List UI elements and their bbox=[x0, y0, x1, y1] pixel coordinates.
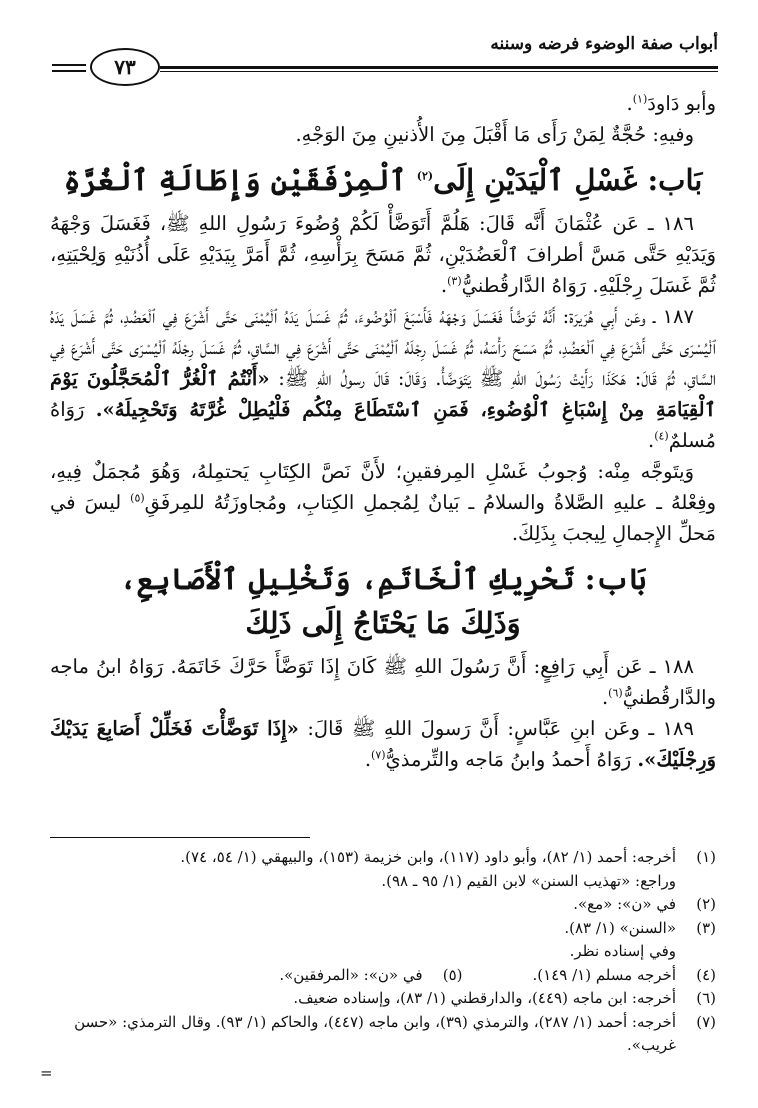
header-rule bbox=[160, 66, 718, 69]
footnote bbox=[36, 893, 716, 917]
footnote-ref: (٦) bbox=[608, 686, 623, 700]
footnote-continuation bbox=[36, 940, 716, 964]
footnote-number: (١) bbox=[696, 848, 716, 866]
footnote-ref: (١) bbox=[632, 92, 648, 106]
heading-text: بَاب: غَسْلِ ٱلْيَدَيْنِ إِلَى bbox=[433, 163, 703, 197]
page-header bbox=[52, 30, 718, 86]
heading-line: بَاب: تَحْرِيكِ ٱلْخَاتَمِ، وَتَخْلِيلِ ٱلْأَصَابِعِ، bbox=[119, 562, 647, 596]
prophetic-quote: «أَنْتُمُ ٱلْغُرُّ ٱلْمُحَجَّلُونَ يَوْمَ ٱلْقِيَامَةِ مِنْ إِسْبَاغِ ٱلْوُضُوءِ، فَمَنِ ٱسْتَطَاعَ مِنْكُم فَلْيُطِلْ غُرَّتَهُ وَتَحْجِيلَهُ». bbox=[50, 367, 717, 421]
footnote-number-spacer bbox=[676, 940, 716, 964]
footnote-ref: (٢) bbox=[416, 169, 434, 183]
hadith-186: ١٨٦ ـ عَن عُثْمَانَ أَنَّه قَالَ: هَلُمَّ أَتَوَضَّأْ لَكُمْ وُضُوءَ رَسُولِ اللهِ ﷺ، فَغَسَلَ وَجْهَهُ وَيَدَيْهِ حَتَّى مَسَّ أطرافَ ٱلْعَضُدَيْنِ، ثُمَّ مَسَحَ بِرَأْسِهِ، ثُمَّ أَمَرَّ بِيَدَيْهِ عَلَى أُذُنَيْهِ وَلِحْيَتِهِ، ثُمَّ غَسَلَ رِجْلَيْهِ. رَوَاهُ الدَّارقُطنيُّ$^{(٣)}$. bbox=[50, 212, 716, 297]
footnote-number-spacer bbox=[676, 870, 716, 894]
heading-text: ٱلْمِرْفَقَيْنِ وَإِطَالَةِ ٱلْغُرَّةِ bbox=[63, 163, 407, 197]
footnote-number: (٢) bbox=[696, 895, 716, 913]
running-title: أبواب صفة الوضوء فرضه وسننه bbox=[490, 34, 718, 54]
header-rule-left bbox=[52, 64, 86, 66]
text-run: وأبو دَاودَ bbox=[647, 92, 716, 115]
footnote bbox=[36, 917, 716, 941]
header-rule-thin bbox=[160, 71, 718, 72]
footnotes bbox=[36, 846, 716, 1058]
heading-line: وَذَلِكَ مَا يَحْتَاجُ إِلَى ذَلِكَ bbox=[245, 606, 521, 640]
hadith-189: ١٨٩ ـ وعَن ابنِ عَبَّاسٍ: أَنَّ رَسولَ اللهِ ﷺ قَالَ: «إِذَا تَوَضَّأْتَ فَخَلِّلْ أَصَابِعَ يَدَيْكَ وَرِجْلَيْكَ». رَوَاهُ أَحمدُ وابنُ مَاجه والتِّرمذيُّ$^{(٧)}$. bbox=[50, 717, 716, 771]
footnote-ref: (٧) bbox=[371, 748, 386, 762]
footnote-pair bbox=[36, 964, 716, 988]
footnote-text: أخرجه: أحمد (١/ ٨٢)، وأبو داود (١١٧)، وابن خزيمة (١٥٣)، والبيهقي (١/ ٥٤، ٧٤). bbox=[180, 848, 676, 866]
footnote-text: «السنن» (١/ ٨٣). bbox=[564, 918, 676, 937]
footnote-text: في «ن»: «مع». bbox=[573, 895, 676, 913]
footnote-separator bbox=[50, 837, 310, 838]
hadith-187: ١٨٧ ـ وعَن أَبِي هُرَيرَة: أَنَّهُ تَوَضَّأَ فَغَسَلَ وَجْهَهُ فَأَسْبَغَ ٱلْوُضُوءَ، ثُمَّ غَسَلَ يَدَهُ ٱلْيُمْنَى حَتَّى أَشْرَعَ فِي ٱلْعَضُدِ، ثُمَّ غَسَلَ يَدَهُ ٱلْيُسْرَى حَتَّى أَشْرَعَ فِي ٱلْعَضُدِ، ثُمَّ مَسَحَ رَأْسَهُ، ثُمَّ غَسَلَ رِجْلَهُ ٱلْيُمْنَى حَتَّى أَشْرَعَ فِي السَّاقِ، ثُمَّ غَسَلَ رِجْلَهُ ٱلْيُسْرَى حَتَّى أَشْرَعَ فِي السَّاقِ، ثُمَّ قَالَ: هَكَذَا رَأَيْتُ رَسُولَ اللهِ ﷺ يَتَوَضَّأُ. وَقَالَ: قَالَ رسولُ اللهِ ﷺ: «أَنْتُمُ ٱلْغُرُّ ٱلْمُحَجَّلُونَ يَوْمَ ٱلْقِيَامَةِ مِنْ إِسْبَاغِ ٱلْوُضُوءِ، فَمَنِ ٱسْتَطَاعَ مِنْكُم فَلْيُطِلْ غُرَّتَهُ وَتَحْجِيلَهُ». رَوَاهُ مُسلمٌ$^{(٤)}$. bbox=[50, 305, 717, 452]
footnote-text: وراجع: «تهذيب السنن» لابن القيم (١/ ٩٥ ـ ٩٨). bbox=[381, 871, 676, 890]
footnote-ref: (٥) bbox=[130, 491, 145, 505]
page-number: ٧٣ bbox=[90, 48, 160, 86]
header-rule-left-thin bbox=[52, 70, 86, 72]
chapter-heading bbox=[50, 158, 716, 202]
paragraph bbox=[50, 88, 716, 119]
footnote-text: وفي إسناده نظر. bbox=[569, 942, 676, 960]
footnote bbox=[36, 846, 716, 870]
footnote-ref: (٣) bbox=[447, 274, 462, 288]
text-run: ليسَ في مَحلِّ الإِجمالِ لِيجبَ بِذَلِكَ. bbox=[50, 491, 716, 545]
text-run: وَيتَوجَّه مِنْه: وُجوبُ غَسْلِ المِرفقينِ؛ لأَنَّ نَصَّ الكِتَابِ يَحتمِلهُ، وَهُوَ مُجمَلٌ فِيهِ، وفِعْلهُ ـ عليهِ الصَّلاةُ والسلامُ ـ بَيانٌ لِمُجملِ الكِتابِ، ومُجاوزَتُهُ للمِرفَقِ bbox=[50, 460, 716, 514]
text-run: ١٨٧ ـ وعَن أَبِي هُرَيرَة: أَنَّهُ تَوَضَّأَ فَغَسَلَ وَجْهَهُ فَأَسْبَغَ ٱلْوُضُوءَ، ثُمَّ غَسَلَ يَدَهُ ٱلْيُمْنَى حَتَّى أَشْرَعَ فِي ٱلْعَضُدِ، ثُمَّ غَسَلَ يَدَهُ ٱلْيُسْرَى حَتَّى أَشْرَعَ فِي ٱلْعَضُدِ، ثُمَّ مَسَحَ رَأْسَهُ، ثُمَّ غَسَلَ رِجْلَهُ ٱلْيُمْنَى حَتَّى أَشْرَعَ فِي السَّاقِ، ثُمَّ غَسَلَ رِجْلَهُ ٱلْيُسْرَى حَتَّى أَشْرَعَ فِي السَّاقِ، ثُمَّ قَالَ: هَكَذَا رَأَيْتُ رَسُولَ اللهِ ﷺ يَتَوَضَّأُ. وَقَالَ: قَالَ رسولُ اللهِ ﷺ: bbox=[50, 305, 717, 390]
footnote-continuation bbox=[36, 870, 716, 894]
commentary bbox=[50, 456, 716, 549]
footnote-ref: (٤) bbox=[654, 429, 669, 443]
footnote-number: (٧) bbox=[696, 1012, 716, 1031]
footnote bbox=[36, 1011, 716, 1058]
prophetic-quote: «إِذَا تَوَضَّأْتَ فَخَلِّلْ أَصَابِعَ يَدَيْكَ وَرِجْلَيْكَ». bbox=[50, 717, 716, 771]
footnote-number: (٤) bbox=[696, 965, 716, 984]
hadith-188: ١٨٨ ـ عَن أَبِي رَافِعٍ: أَنَّ رَسُولَ اللهِ ﷺ كَانَ إِذَا تَوَضَّأَ حَرَّكَ خَاتَمَهُ. رَوَاهُ ابنُ ماجه والدَّارقُطنيُّ$^{(٦)}$. bbox=[50, 655, 716, 709]
footnote-text: أخرجه مسلم (١/ ١٤٩). bbox=[532, 965, 676, 984]
footnote-text: أخرجه: ابن ماجه (٤٤٩)، والدارقطني (١/ ٨٣)، وإسناده ضعيف. bbox=[293, 989, 676, 1007]
text-run: . bbox=[626, 92, 633, 115]
text-run: رَوَاهُ أَحمدُ وابنُ مَاجه والتِّرمذيُّ bbox=[385, 748, 632, 771]
chapter-heading bbox=[50, 557, 716, 645]
text-run: رَوَاهُ مُسلمٌ bbox=[50, 398, 716, 452]
paragraph: وفيهِ: حُجَّةٌ لِمَنْ رَأَى مَا أَقْبَلَ مِنَ الأُذنينِ مِنَ الوَجْهِ. bbox=[295, 123, 694, 146]
text-run: ١٨٩ ـ وعَن ابنِ عَبَّاسٍ: أَنَّ رَسولَ اللهِ ﷺ قَالَ: bbox=[307, 717, 694, 740]
footnote-text: أخرجه: أحمد (١/ ٢٨٧)، والترمذي (٣٩)، وابن ماجه (٤٤٧)، والحاكم (١/ ٩٣). وقال الترمذي: «حسن غريب». bbox=[74, 1012, 676, 1054]
footnote-text: في «ن»: «المرفقين». bbox=[279, 965, 423, 984]
footnote bbox=[36, 987, 716, 1011]
footnote-number: (٦) bbox=[696, 989, 716, 1007]
footnote-number: (٥) bbox=[442, 965, 463, 984]
main-text bbox=[50, 88, 716, 775]
margin-mark: = bbox=[40, 1064, 53, 1082]
text-run: ١٨٨ ـ عَن أَبِي رَافِعٍ: أَنَّ رَسُولَ اللهِ ﷺ كَانَ إِذَا تَوَضَّأَ حَرَّكَ خَاتَمَهُ. رَوَاهُ ابنُ ماجه والدَّارقُطنيُّ bbox=[50, 655, 716, 709]
text-run: ١٨٦ ـ عَن عُثْمَانَ أَنَّه قَالَ: هَلُمَّ أَتَوَضَّأْ لَكُمْ وُضُوءَ رَسُولِ اللهِ ﷺ، فَغَسَلَ وَجْهَهُ وَيَدَيْهِ حَتَّى مَسَّ أطرافَ ٱلْعَضُدَيْنِ، ثُمَّ مَسَحَ بِرَأْسِهِ، ثُمَّ أَمَرَّ بِيَدَيْهِ عَلَى أُذُنَيْهِ وَلِحْيَتِهِ، ثُمَّ غَسَلَ رِجْلَيْهِ. رَوَاهُ الدَّارقُطنيُّ bbox=[50, 212, 716, 297]
footnote-number: (٣) bbox=[696, 918, 716, 937]
